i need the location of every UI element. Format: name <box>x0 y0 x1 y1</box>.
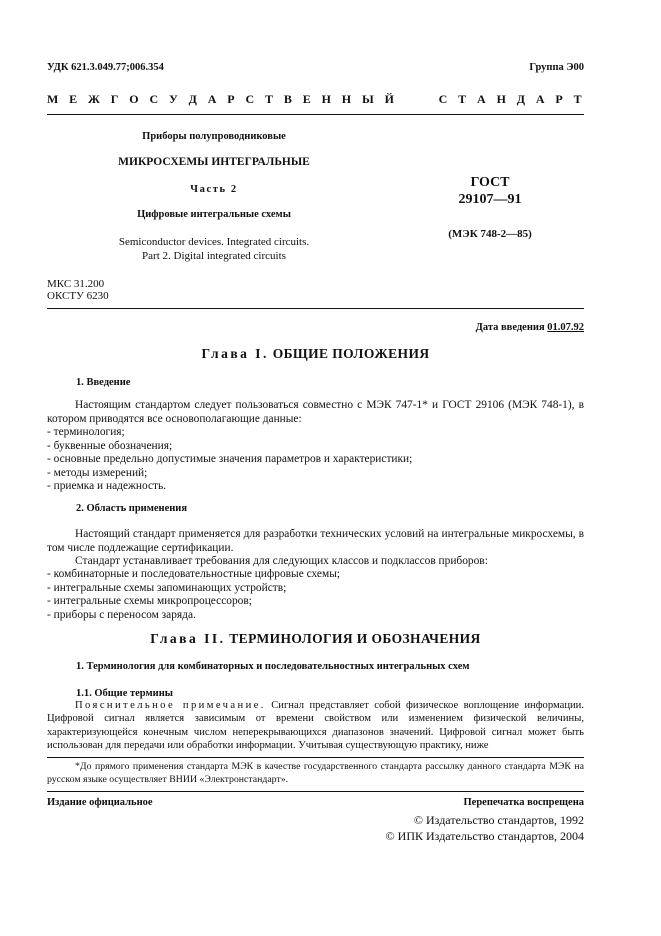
title-line-1: Приборы полупроводниковые <box>142 131 286 142</box>
gost-number: 29107—91 <box>458 192 522 207</box>
gost-label: ГОСТ <box>470 175 510 190</box>
footnote-rule <box>47 757 584 758</box>
title-english-1: Semiconductor devices. Integrated circuits. <box>118 236 310 248</box>
mks-code: МКС 31.200 <box>47 278 105 290</box>
list-item: - приемка и надежность. <box>47 480 167 493</box>
list-item: - интегральные схемы запоминающих устройств; <box>47 581 287 594</box>
classification-rule <box>47 308 584 309</box>
section-1-paragraph: Настоящим стандартом следует пользоваться совместно с МЭК 747-1* и ГОСТ 29106 (МЭК 748-1), в котором приводятся все основополагающие данные: <box>47 399 584 425</box>
mek-number: (МЭК 748-2—85) <box>448 228 532 240</box>
section-2-list <box>47 568 584 622</box>
title-part: Часть 2 <box>190 184 238 195</box>
chapter-2-title: ТЕРМИНОЛОГИЯ И ОБОЗНАЧЕНИЯ <box>229 631 481 646</box>
chapter-1-prefix: Глава I. <box>201 346 269 361</box>
standard-banner: М Е Ж Г О С У Д А Р С Т В Е Н Н Ы Й С Т А Н Д А Р Т <box>47 92 584 106</box>
section-1-heading: 1. Введение <box>76 377 131 388</box>
list-item: - методы измерений; <box>47 466 148 479</box>
chapter-2-prefix: Глава II. <box>150 631 226 646</box>
copyright-2004: © ИПК Издательство стандартов, 2004 <box>385 829 584 843</box>
okstu-code: ОКСТУ 6230 <box>47 290 109 302</box>
explanatory-note <box>47 699 584 753</box>
section-1-list <box>47 426 584 494</box>
udk-code: УДК 621.3.049.77;006.354 <box>47 62 164 73</box>
list-item: - буквенные обозначения; <box>47 439 173 452</box>
copyright-1992: © Издательство стандартов, 1992 <box>413 813 584 827</box>
effective-date-value: 01.07.92 <box>547 322 584 333</box>
section-3-subheading: 1.1. Общие термины <box>76 688 173 699</box>
note-text: Сигнал представляет собой физическое воплощение информации. Цифровой сигнал является зависимым от времени свойством или изменением физической величины, характеризующейся конечным числом неперекрывающихся диапазонов значений. Цифровой сигнал может быть использован для передачи или обработки информации. Учитывая существующую практику, ниже <box>47 700 584 752</box>
title-english-2: Part 2. Digital integrated circuits <box>142 250 286 262</box>
section-2-heading: 2. Область применения <box>76 503 188 514</box>
header-rule <box>47 114 584 115</box>
reprint-notice: Перепечатка воспрещена <box>463 797 584 808</box>
chapter-1-title: ОБЩИЕ ПОЛОЖЕНИЯ <box>272 346 430 361</box>
chapter-2-heading <box>47 631 584 647</box>
effective-date <box>476 322 584 333</box>
footer-rule <box>47 791 584 792</box>
list-item: - комбинаторные и последовательностные цифровые схемы; <box>47 568 341 580</box>
title-line-4: Цифровые интегральные схемы <box>137 209 291 220</box>
list-item: - приборы с переносом заряда. <box>47 608 196 621</box>
chapter-1-heading <box>47 346 584 362</box>
title-line-2: МИКРОСХЕМЫ ИНТЕГРАЛЬНЫЕ <box>118 156 310 168</box>
note-label: Пояснительное примечание. <box>75 700 266 711</box>
footnote: *До прямого применения стандарта МЭК в качестве государственного стандарта рассылку данного стандарта МЭК на русском языке осуществляет ВНИИ «Электронстандарт». <box>47 761 584 785</box>
list-item: - интегральные схемы микропроцессоров; <box>47 595 252 608</box>
section-3-heading: 1. Терминология для комбинаторных и последовательностных интегральных схем <box>76 661 470 672</box>
list-item: - основные предельно допустимые значения параметров и характеристики; <box>47 453 413 466</box>
section-2-paragraph-2: Стандарт устанавливает требования для следующих классов и подклассов приборов: <box>75 555 488 567</box>
section-2-paragraph-1: Настоящий стандарт применяется для разработки технических условий на интегральные микросхемы, в том числе подлежащие сертификации. <box>47 528 584 554</box>
group-code: Группа Э00 <box>529 62 584 73</box>
list-item: - терминология; <box>47 426 125 438</box>
official-edition: Издание официальное <box>47 797 153 808</box>
effective-date-label: Дата введения <box>475 322 545 333</box>
